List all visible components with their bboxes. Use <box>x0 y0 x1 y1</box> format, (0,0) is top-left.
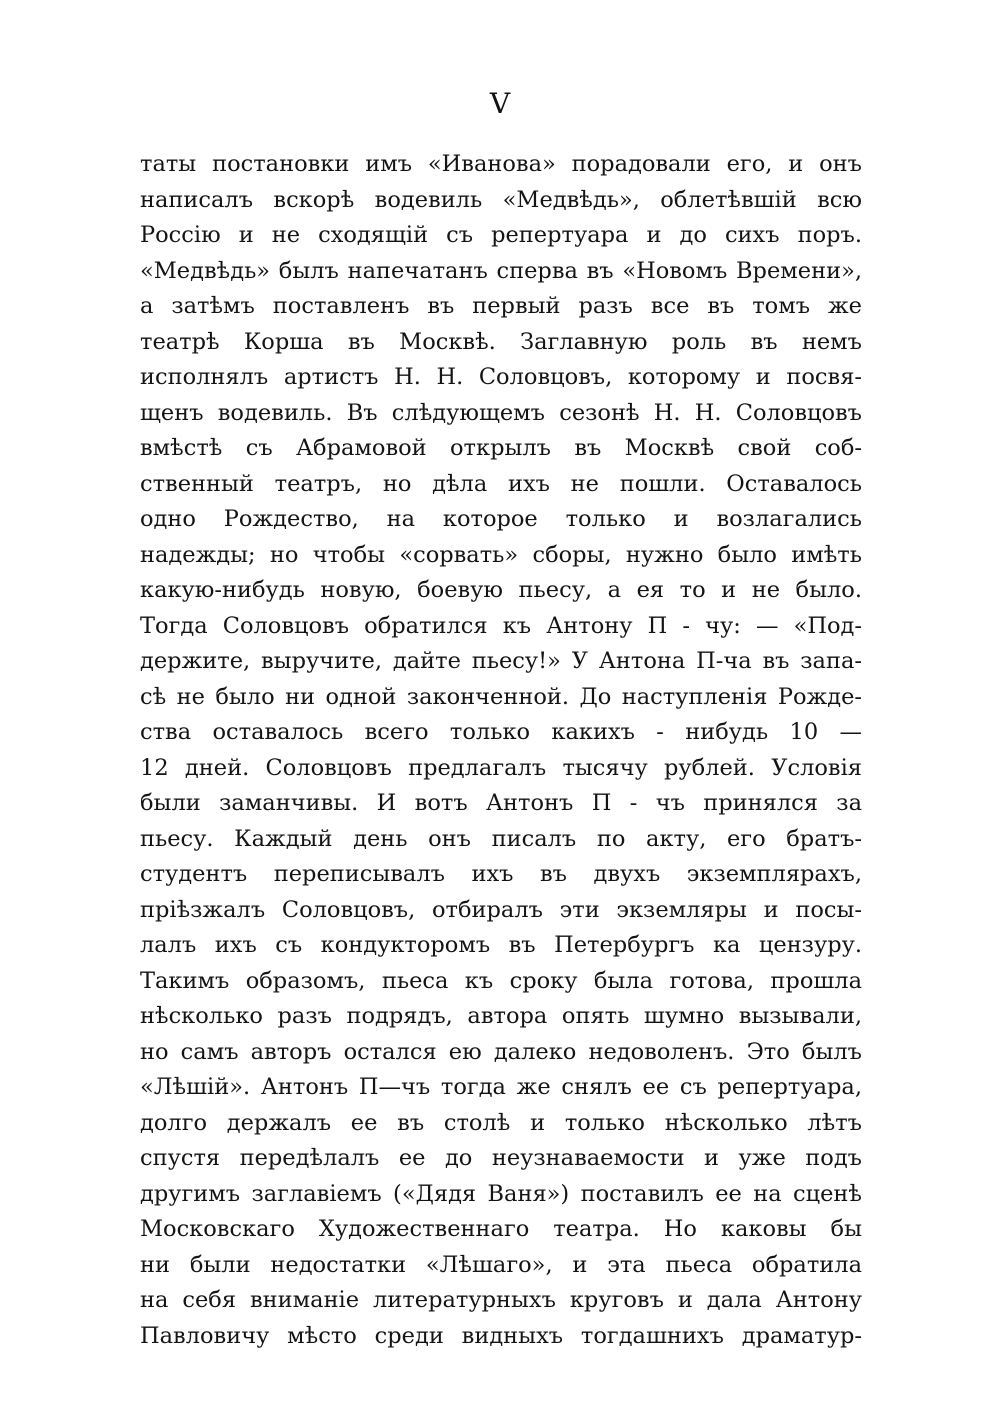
text-line: вмѣстѣ съ Абрамовой открылъ въ Москвѣ свой соб- <box>140 435 862 461</box>
text-line: таты постановки имъ «Иванова» порадовали его, и онъ <box>140 151 862 177</box>
text-line: ства оставалось всего только какихъ - нибудь 10 — <box>140 719 862 745</box>
text-line: Московскаго Художественнаго театра. Но каковы бы <box>140 1216 862 1242</box>
text-line: пріѣзжалъ Соловцовъ, отбиралъ эти экземляры и посы- <box>140 896 862 923</box>
text-line: долго держалъ ее въ столѣ и только нѣсколько лѣтъ <box>140 1109 862 1136</box>
text-line: держите, выручите, дайте пьесу!» У Антона П-ча въ запа- <box>140 648 862 674</box>
text-line: написалъ вскорѣ водевиль «Медвѣдь», облетѣвшій всю <box>140 186 862 213</box>
text-line: какую-нибудь новую, боевую пьесу, а ея то и не было. <box>140 577 862 603</box>
text-line: сѣ не было ни одной законченной. До наступленія Рожде- <box>140 683 862 710</box>
text-line: Павловичу мѣсто среди видныхъ тогдашнихъ драматур- <box>140 1322 862 1349</box>
text-line: Тогда Соловцовъ обратился къ Антону П - чу: — «Под- <box>140 612 862 639</box>
text-line: были заманчивы. И вотъ Антонъ П - чъ принялся за <box>140 790 862 816</box>
text-line: спустя передѣлалъ ее до неузнаваемости и уже подъ <box>140 1145 862 1171</box>
text-line: на себя вниманіе литературныхъ круговъ и дала Антону <box>140 1287 862 1313</box>
text-line: 12 дней. Соловцовъ предлагалъ тысячу рублей. Условія <box>140 754 862 781</box>
text-line: Такимъ образомъ, пьеса къ сроку была готова, прошла <box>140 967 862 994</box>
text-line: другимъ заглавіемъ («Дядя Ваня») поставилъ ее на сценѣ <box>140 1180 862 1207</box>
text-line: ни были недостатки «Лѣшаго», и эта пьеса обратила <box>140 1251 862 1278</box>
text-line: «Медвѣдь» былъ напечатанъ сперва въ «Новомъ Времени», <box>140 257 862 284</box>
text-line: пьесу. Каждый день онъ писалъ по акту, его братъ- <box>140 825 862 852</box>
text-line: «Лѣшій». Антонъ П—чъ тогда же снялъ ее съ репертуара, <box>140 1074 862 1100</box>
text-line: а затѣмъ поставленъ въ первый разъ все въ томъ же <box>140 293 862 319</box>
body-text <box>140 147 862 1354</box>
page-number: V <box>489 87 511 120</box>
text-line: нѣсколько разъ подрядъ, автора опять шумно вызывали, <box>140 1003 862 1029</box>
text-line: лалъ ихъ съ кондукторомъ въ Петербургъ ка цензуру. <box>140 932 862 958</box>
text-line: исполнялъ артистъ Н. Н. Соловцовъ, которому и посвя- <box>140 364 862 390</box>
text-line: театрѣ Корша въ Москвѣ. Заглавную роль въ немъ <box>140 328 862 355</box>
text-line: щенъ водевиль. Въ слѣдующемъ сезонѣ Н. Н. Соловцовъ <box>140 399 862 426</box>
text-line: студентъ переписывалъ ихъ въ двухъ экземплярахъ, <box>140 861 862 887</box>
text-line: ственный театръ, но дѣла ихъ не пошли. Оставалось <box>140 470 862 497</box>
text-line: надежды; но чтобы «сорвать» сборы, нужно было имѣть <box>140 541 862 568</box>
text-line: но самъ авторъ остался ею далеко недоволенъ. Это былъ <box>140 1038 862 1065</box>
text-line: одно Рождество, на которое только и возлагались <box>140 506 862 532</box>
text-line: Россію и не сходящій съ репертуара и до сихъ поръ. <box>140 222 862 248</box>
